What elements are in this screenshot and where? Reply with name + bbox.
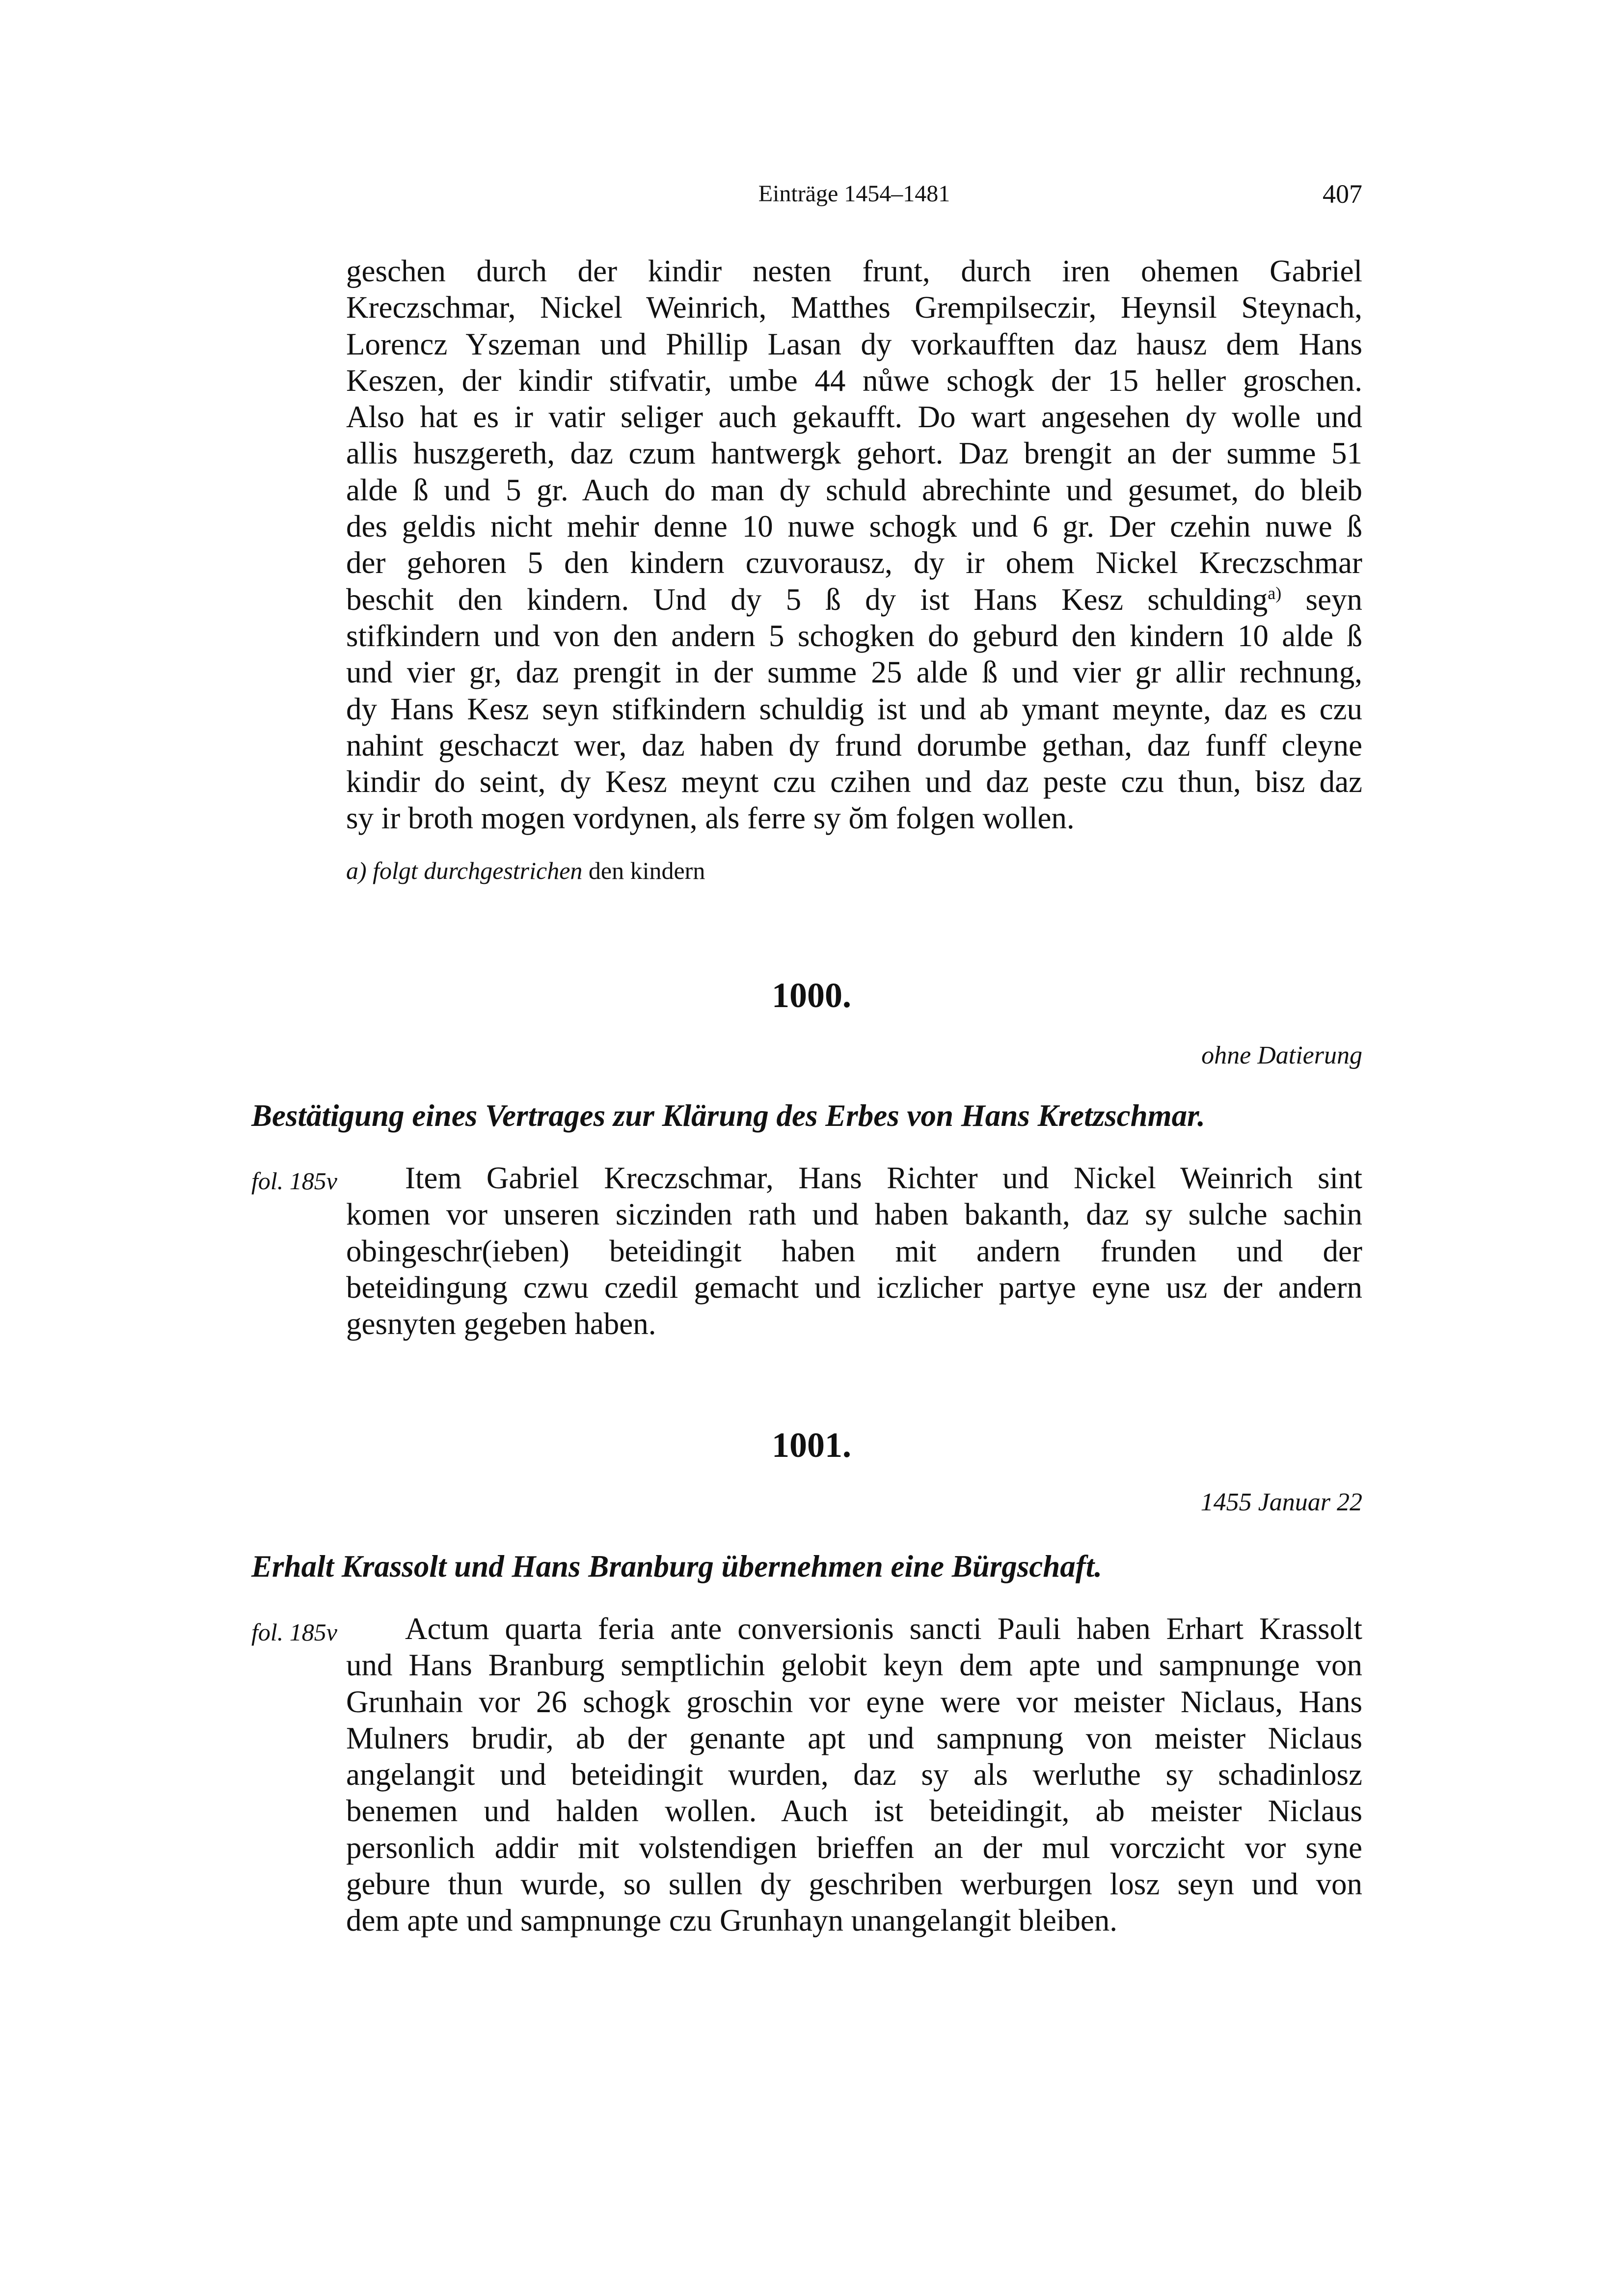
text-line: alde ß und 5 gr. Auch do man dy schuld abrechinte und gesumet, do bleib: [346, 472, 1362, 507]
entry-date: ohne Datierung: [1201, 1041, 1362, 1069]
footnote-text: den kindern: [582, 857, 705, 884]
text-line: nahint geschaczt wer, daz haben dy frund dorumbe gethan, daz funff cleyne: [346, 728, 1362, 763]
text-line: dy Hans Kesz seyn stifkindern schuldig ist und ab ymant meynte, daz es czu: [346, 691, 1362, 726]
text-line: benemen und halden wollen. Auch ist beteidingit, ab meister Niclaus: [346, 1794, 1362, 1829]
text-line: Item Gabriel Kreczschmar, Hans Richter und Nickel Weinrich sint: [405, 1161, 1362, 1195]
entry-text: [346, 1611, 1362, 1939]
text-line: allis huszgereth, daz czum hantwergk gehort. Daz brengit an der summe 51: [346, 436, 1362, 471]
text-line: gebure thun wurde, so sullen dy geschriben werburgen losz seyn und von: [346, 1867, 1362, 1902]
footnote: [346, 853, 1362, 888]
entry-number: 1001.: [772, 1425, 851, 1465]
page-number: 407: [1323, 179, 1362, 209]
text-line: der gehoren 5 den kindern czuvorausz, dy ir ohem Nickel Kreczschmar: [346, 546, 1362, 580]
text-line: stifkindern und von den andern 5 schogken do geburd den kindern 10 alde ß: [346, 618, 1362, 653]
text-segment: seyn: [1281, 582, 1363, 617]
text-line: komen vor unseren siczinden rath und haben bakanth, daz sy sulche sachin: [346, 1197, 1362, 1232]
folio-reference: fol. 185v: [251, 1167, 337, 1195]
text-line: und vier gr, daz prengit in der summe 25 alde ß und vier gr allir rechnung,: [346, 655, 1362, 690]
text-line: und Hans Branburg semptlichin gelobit keyn dem apte und sampnunge von: [346, 1648, 1362, 1683]
text-line: Kreczschmar, Nickel Weinrich, Matthes Grempilseczir, Heynsil Steynach,: [346, 290, 1362, 325]
text-line: personlich addir mit volstendigen brieffen an der mul vorczicht vor syne: [346, 1830, 1362, 1865]
running-head: [346, 177, 1362, 211]
text-line: angelangit und beteidingit wurden, daz sy als werluthe sy schadinlosz: [346, 1757, 1362, 1792]
text-line: dem apte und sampnunge czu Grunhayn unangelangit bleiben.: [346, 1903, 1118, 1938]
text-line: des geldis nicht mehir denne 10 nuwe schogk und 6 gr. Der czehin nuwe ß: [346, 509, 1362, 544]
entry-heading: Bestätigung eines Vertrages zur Klärung des Erbes von Hans Kretzschmar.: [251, 1098, 1205, 1133]
entry-date: 1455 Januar 22: [1200, 1488, 1362, 1516]
text-line: sy ir broth mogen vordynen, als ferre sy ŏm folgen wollen.: [346, 801, 1075, 836]
text-line: Keszen, der kindir stifvatir, umbe 44 nůwe schogk der 15 heller groschen.: [346, 363, 1362, 398]
entry-number: 1000.: [772, 976, 851, 1015]
text-line: beteidingung czwu czedil gemacht und iczlicher partye eyne usz der andern: [346, 1270, 1362, 1305]
text-line: gesnyten gegeben haben.: [346, 1307, 656, 1341]
text-line: obingeschr(ieben) beteidingit haben mit andern frunden und der: [346, 1233, 1362, 1268]
running-head-title: Einträge 1454–1481: [758, 181, 950, 207]
text-line: Lorencz Yszeman und Phillip Lasan dy vorkaufften daz hausz dem Hans: [346, 327, 1362, 361]
text-line: Actum quarta feria ante conversionis sancti Pauli haben Erhart Krassolt: [405, 1612, 1362, 1646]
text-line: Also hat es ir vatir seliger auch gekaufft. Do wart angesehen dy wolle und: [346, 400, 1362, 435]
text-line: kindir do seint, dy Kesz meynt czu czihen und daz peste czu thun, bisz daz: [346, 765, 1362, 799]
continuation-text: [346, 253, 1362, 837]
footnote-label: a) folgt durchgestrichen: [346, 857, 583, 884]
footnote-marker: a): [1268, 583, 1282, 603]
text-line-with-footnote: [346, 581, 1362, 618]
text-segment: beschit den kindern. Und dy 5 ß dy ist Hans Kesz schulding: [346, 582, 1268, 617]
text-line: Mulners brudir, ab der genante apt und sampnung von meister Niclaus: [346, 1721, 1362, 1755]
entry-text: [346, 1160, 1362, 1342]
folio-reference: fol. 185v: [251, 1618, 337, 1646]
entry-heading: Erhalt Krassolt und Hans Branburg übernehmen eine Bürgschaft.: [251, 1549, 1103, 1584]
text-line: geschen durch der kindir nesten frunt, durch iren ohemen Gabriel: [346, 254, 1362, 288]
text-line: Grunhain vor 26 schogk groschin vor eyne were vor meister Niclaus, Hans: [346, 1684, 1362, 1719]
